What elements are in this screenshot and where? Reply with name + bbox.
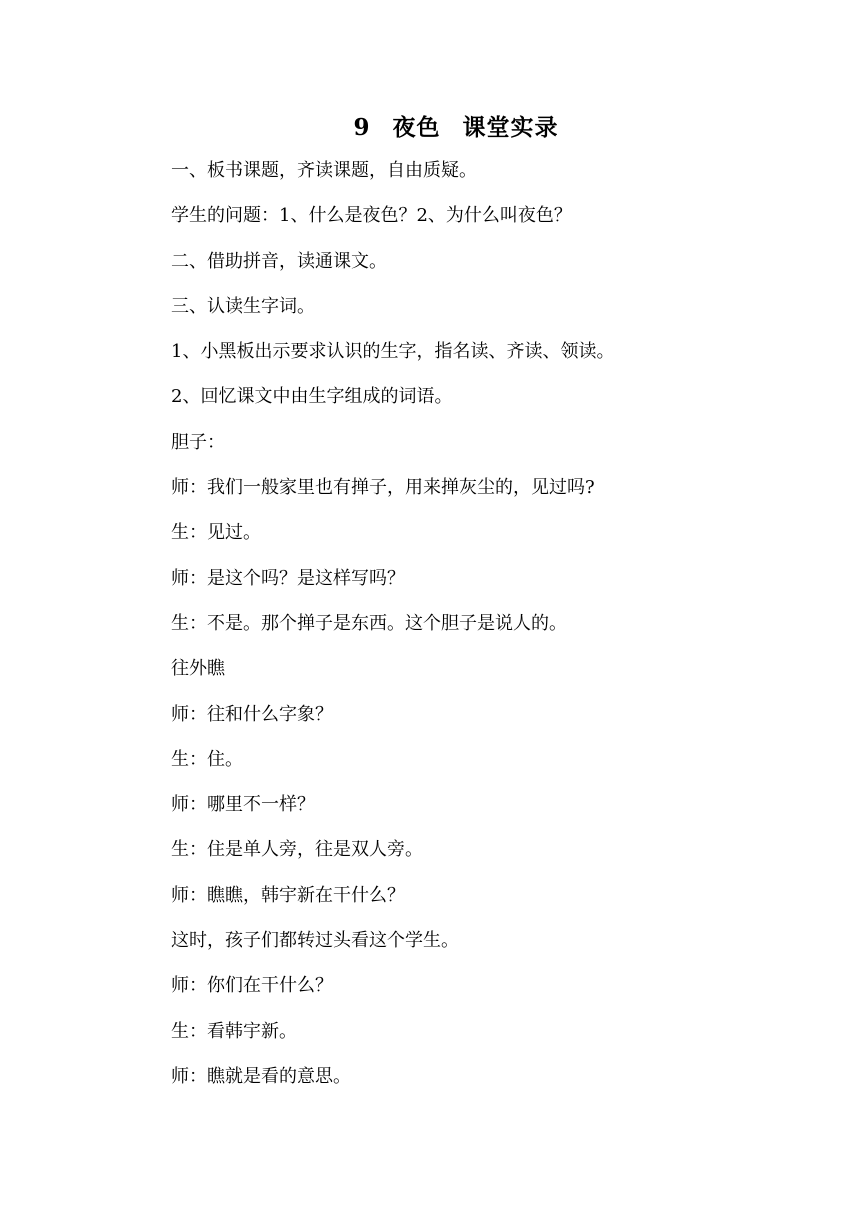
paragraph: 往外瞧 (171, 658, 225, 680)
lesson-name: 夜色 (392, 114, 441, 141)
lesson-subtitle: 课堂实录 (462, 114, 559, 141)
paragraph: 学生的问题：1、什么是夜色？2、为什么叫夜色？ (171, 205, 572, 227)
paragraph: 二、借助拼音，读通课文。 (171, 250, 387, 272)
paragraph: 一、板书课题，齐读课题，自由质疑。 (171, 160, 477, 181)
paragraph: 师：瞧瞧，韩宇新在干什么？ (171, 884, 405, 906)
transcript-body (171, 154, 791, 1105)
paragraph: 师：你们在干什么？ (171, 975, 333, 997)
paragraph: 2、回忆课文中由生字组成的词语。 (171, 386, 453, 408)
paragraph: 生：不是。那个掸子是东西。这个胆子是说人的。 (171, 612, 567, 634)
paragraph: 1、小黑板出示要求认识的生字，指名读、齐读、领读。 (171, 341, 615, 363)
paragraph: 师：是这个吗？是这样写吗？ (171, 567, 405, 589)
paragraph: 胆子： (171, 431, 225, 453)
lesson-number: 9 (353, 114, 371, 141)
paragraph: 生：住。 (171, 748, 243, 770)
paragraph: 师：哪里不一样？ (171, 794, 315, 816)
paragraph: 师：往和什么字象？ (171, 703, 333, 725)
page-title (0, 111, 860, 145)
paragraph: 这时，孩子们都转过头看这个学生。 (171, 930, 459, 952)
paragraph: 生：住是单人旁，往是双人旁。 (171, 839, 423, 861)
paragraph: 生：见过。 (171, 522, 261, 544)
paragraph: 三、认读生字词。 (171, 295, 315, 317)
paragraph: 师：瞧就是看的意思。 (171, 1065, 351, 1087)
paragraph: 生：看韩宇新。 (171, 1020, 297, 1042)
paragraph: 师：我们一般家里也有掸子，用来掸灰尘的，见过吗? (171, 477, 595, 499)
